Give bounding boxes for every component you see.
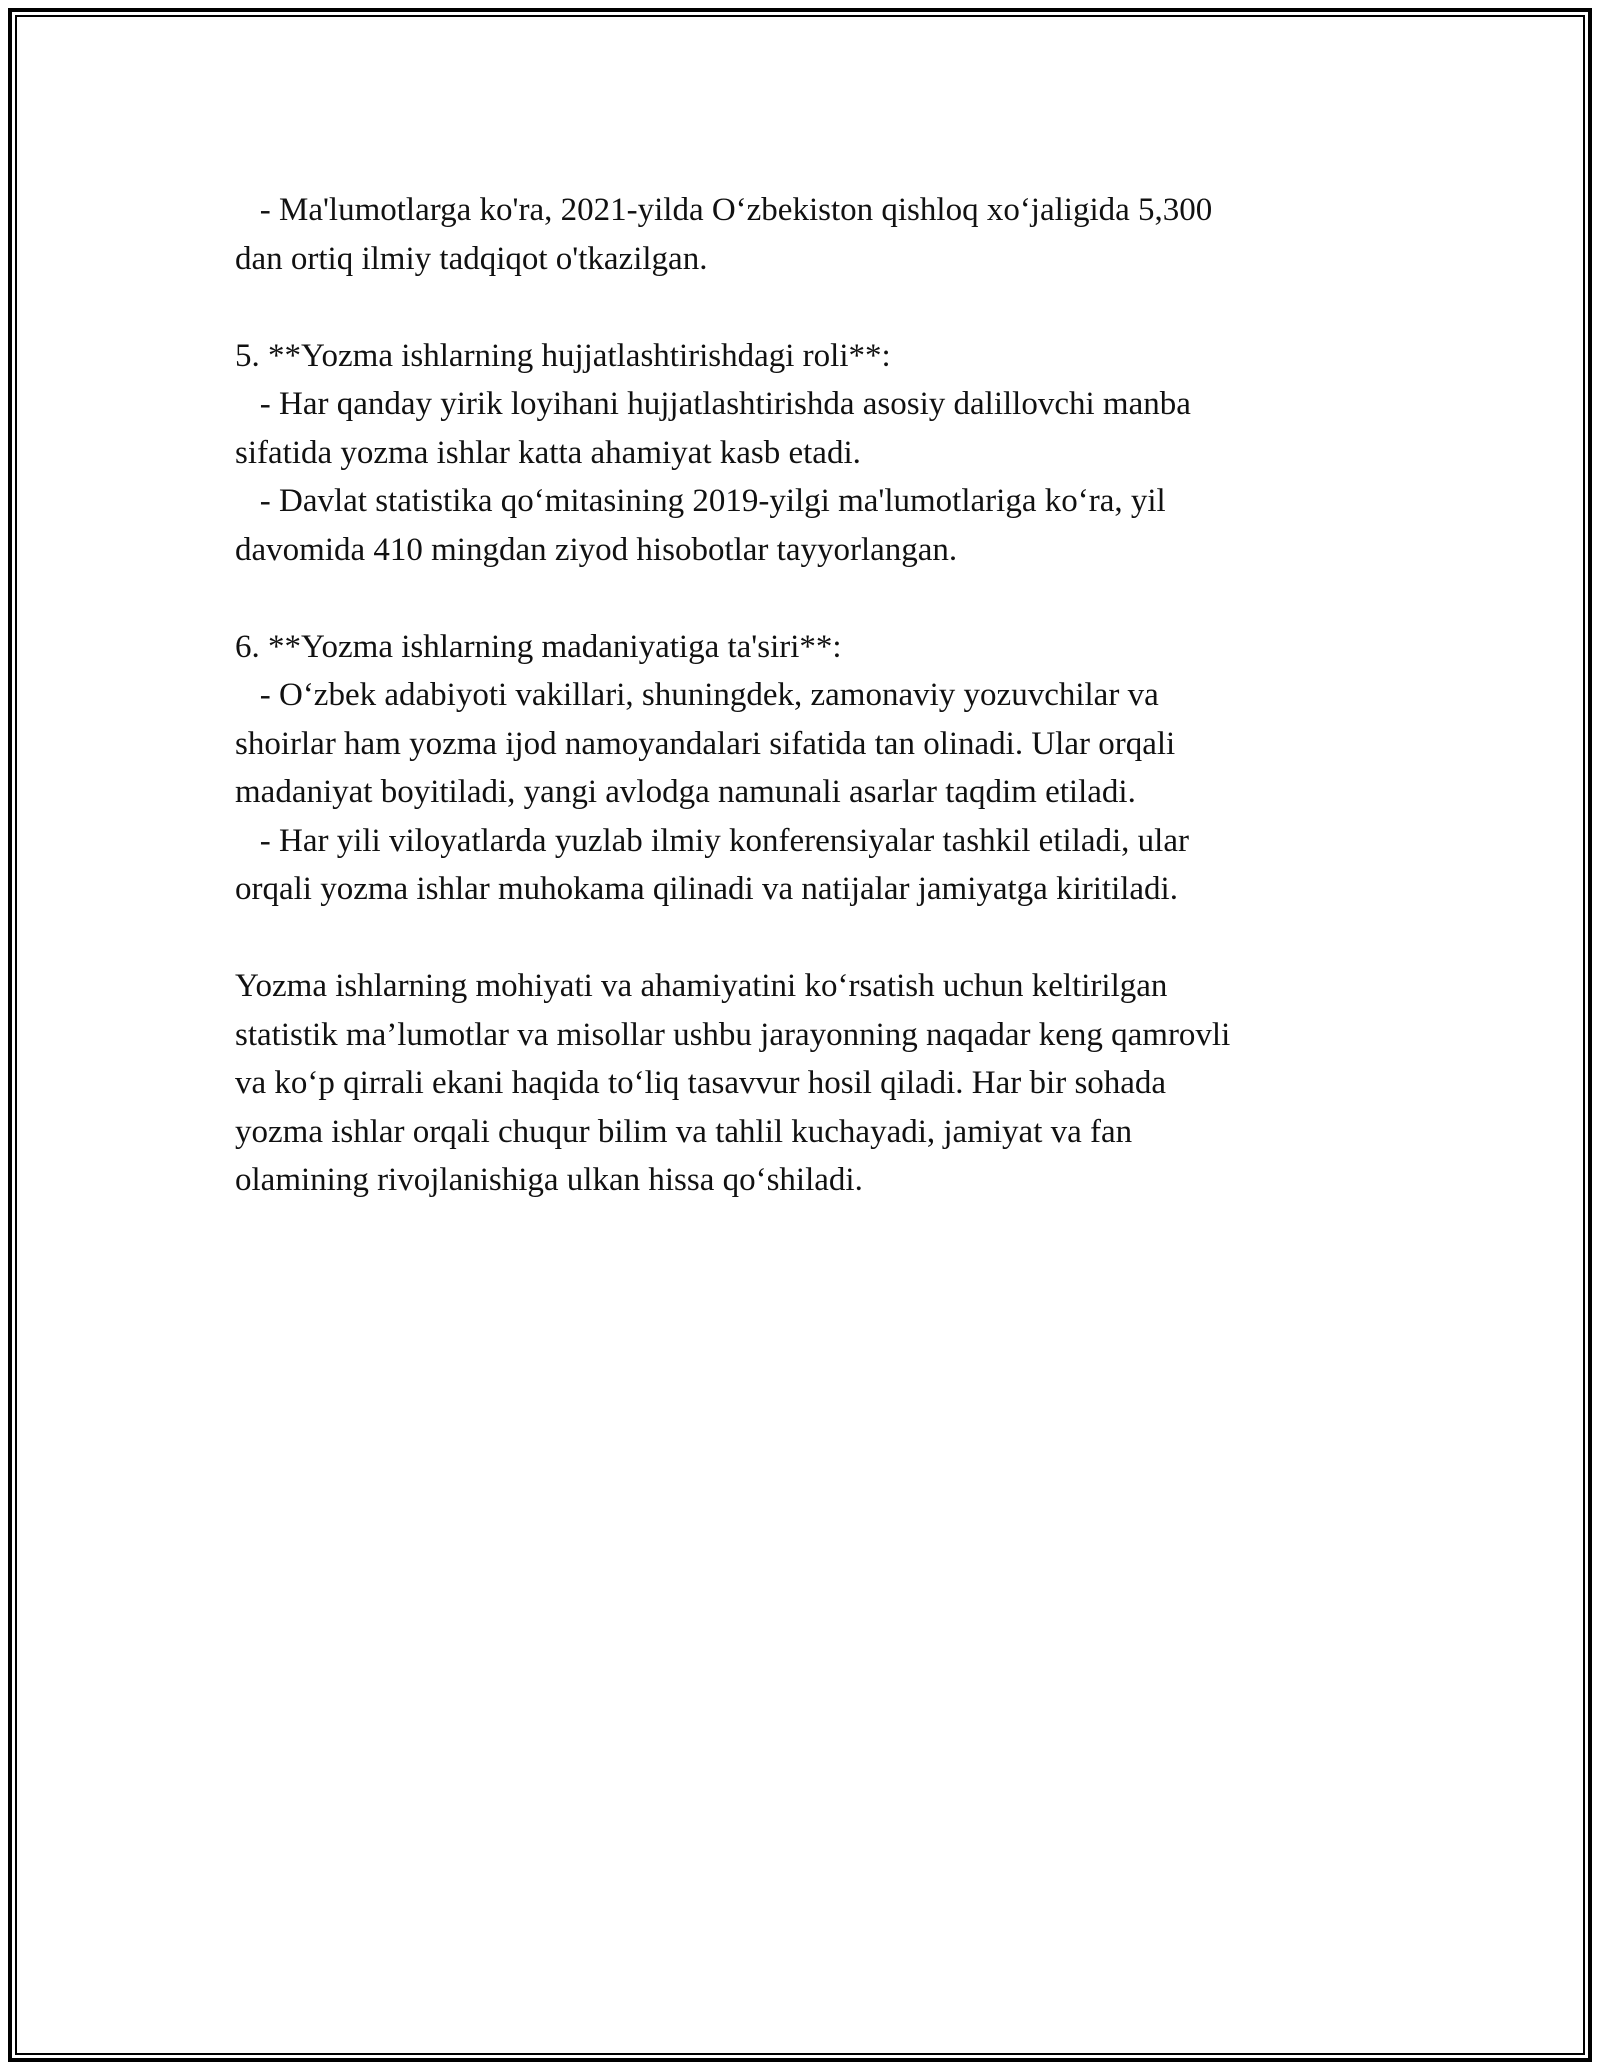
- section-heading: 5. **Yozma ishlarning hujjatlashtirishdagi roli**:: [235, 337, 891, 374]
- bullet-item: [235, 380, 1365, 477]
- indent: [235, 192, 260, 228]
- bullet-item: [235, 671, 1365, 817]
- indent: [235, 823, 260, 859]
- section-heading: 6. **Yozma ishlarning madaniyatiga ta'siri**:: [235, 628, 842, 665]
- bullet-line: madaniyat boyitiladi, yangi avlodga namunali asarlar taqdim etiladi.: [235, 774, 1136, 810]
- bullet-line: davomida 410 mingdan ziyod hisobotlar tayyorlangan.: [235, 531, 958, 568]
- indent: [235, 677, 260, 713]
- bullet-line: - Ma'lumotlarga ko'ra, 2021-yilda O‘zbekiston qishloq xo‘jaligida 5,300: [259, 192, 1213, 228]
- bullet-item: [235, 477, 1365, 574]
- bullet-line: - Davlat statistika qo‘mitasining 2019-yilgi ma'lumotlariga ko‘ra, yil: [259, 483, 1166, 519]
- indent: [235, 483, 260, 519]
- paragraph-line: olamining rivojlanishiga ulkan hissa qo‘shiladi.: [235, 1162, 863, 1198]
- paragraph-line: statistik ma’lumotlar va misollar ushbu jarayonning naqadar keng qamrovli: [235, 1016, 1231, 1053]
- document-body: [235, 186, 1365, 1205]
- bullet-line: shoirlar ham yozma ijod namoyandalari sifatida tan olinadi. Ular orqali: [235, 725, 1176, 762]
- conclusion-paragraph: [235, 962, 1365, 1205]
- paragraph-line: va ko‘p qirrali ekani haqida to‘liq tasavvur hosil qiladi. Har bir sohada: [235, 1065, 1167, 1101]
- bullet-line: - O‘zbek adabiyoti vakillari, shuningdek, zamonaviy yozuvchilar va: [259, 677, 1159, 713]
- indent: [235, 386, 260, 422]
- bullet-item: [235, 186, 1365, 283]
- paragraph-gap: [235, 914, 1365, 963]
- paragraph-gap: [235, 574, 1365, 623]
- bullet-line: - Har qanday yirik loyihani hujjatlashtirishda asosiy dalillovchi manba: [259, 386, 1191, 422]
- bullet-line: dan ortiq ilmiy tadqiqot o'tkazilgan.: [235, 240, 708, 277]
- bullet-line: sifatida yozma ishlar katta ahamiyat kasb etadi.: [235, 434, 861, 471]
- paragraph-gap: [235, 283, 1365, 332]
- paragraph-line: yozma ishlar orqali chuqur bilim va tahlil kuchayadi, jamiyat va fan: [235, 1113, 1133, 1150]
- bullet-line: - Har yili viloyatlarda yuzlab ilmiy konferensiyalar tashkil etiladi, ular: [259, 822, 1189, 859]
- bullet-item: [235, 817, 1365, 914]
- bullet-line: orqali yozma ishlar muhokama qilinadi va natijalar jamiyatga kiritiladi.: [235, 871, 1178, 907]
- paragraph-line: Yozma ishlarning mohiyati va ahamiyatini ko‘rsatish uchun keltirilgan: [235, 968, 1168, 1004]
